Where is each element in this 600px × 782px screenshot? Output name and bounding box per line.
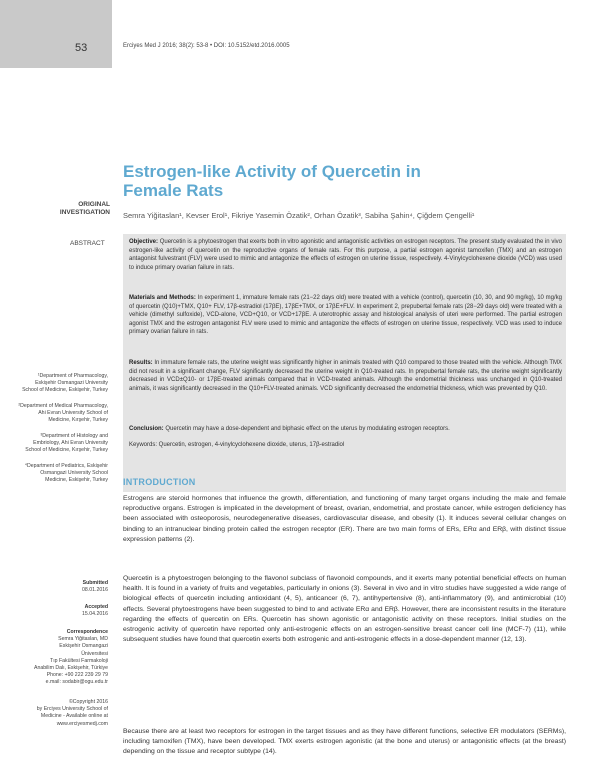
page-number: 53 [75, 42, 88, 54]
affiliation-1: ¹Department of Pharmacology, Eskişehir Osmangazi University School of Medicine, Eskişehir, Turkey [22, 373, 108, 394]
abstract-results [129, 359, 562, 393]
methods-text: In experiment 1, immature female rats (21−22 days old) were treated with a vehicle (control), quercetin (10, 30, and 90 mg/kg), 10 mg/kg of quercetin (Q10)+TMX, Q10+ FLV, 17β-estradiol (17βE), 17βE+TMX, or 17βE+FLV. In experiment 2, prepubertal female rats (28−29 days old) were treated with a vehicle (dimethyl sulfoxide), VCD-alone, VCD+Q10, or VCD+17βE. A uterotrophic assay and histological analysis of uteri were performed. The partial estrogen agonist TMX and the estrogen antagonist FLV were used to mimic and antagonize the effects of estrogen on uterine tissue, respectively. VCD was used to induce primary ovarian failure in rats. [129, 295, 562, 335]
abstract-methods [129, 294, 562, 337]
results-label: Results: [129, 360, 153, 366]
correspondence-line: Semra Yiğitaslan, MD [58, 636, 108, 643]
correspondence [18, 629, 108, 687]
introduction-heading: INTRODUCTION [123, 477, 196, 487]
keywords: Keywords: Quercetin, estrogen, 4-vinylcyclohexene dioxide, uterus, 17β-estradiol [129, 442, 345, 448]
intro-paragraph-2: Quercetin is a phytoestrogen belonging to the flavonol subclass of flavonoid compounds, and it exerts many potential beneficial effects on human health. It is found in a variety of fruits and vegetables, particularly in onions (3). Several in vivo and in vitro studies have suggested a wide range of biological effects of quercetin including antioxidant (4, 5), anticancer (6, 7), antihypertensive (8), anti-inflammatory (9), and antimicrobial (10) effects. Several phytoestrogens have been suggested to bind to and activate ERα and ERβ. However, there are inconsistent results in the literature regarding the effects of quercetin on ERs. Quercetin has shown agonistic or antagonistic activity on these receptors. Initial studies on the estrogenic activity of quercetin have reported only anti-estrogenic effects on an estrogen-sensitive breast cancer cell line (MCF-7) (11), while subsequent studies have found that quercetin exerts both estrogenic and anti-estrogenic effects in a dose-dependent manner (12, 13). [123, 575, 566, 644]
copyright-line: by Erciyes University School of [36, 706, 108, 713]
copyright-line: www.erciyesmedj.com [56, 720, 108, 727]
submitted [18, 580, 108, 594]
abstract-objective [129, 238, 562, 272]
abstract-label: ABSTRACT [70, 240, 105, 247]
authors: Semra Yiğitaslan¹, Kevser Erol¹, Fikriye Yasemin Özatik², Orhan Özatik³, Sabiha Şahin⁴, Çiğdem Çengelli¹ [123, 211, 475, 220]
objective-text: Quercetin is a phytoestrogen that exerts both in vitro agonistic and antagonistic activities on estrogen receptors. The present study evaluated the in vivo estrogen-like activity of quercetin on the reproductive organs of female rats. For this purpose, a partial estrogen agonist tamoxifen (TMX) and an estrogen antagonist fulvestrant (FLV) were used to mimic and antagonize the effects of estrogen on uterine tissue, respectively. 4-Vinylcyclohexene dioxide (VCD) was used to induce primary ovarian failure in rats. [129, 239, 562, 271]
article-type-line-1: ORIGINAL [78, 201, 110, 208]
journal-info: Erciyes Med J 2016; 38(2): 53-8 • DOI: 10.5152/etd.2016.0005 [123, 43, 290, 49]
affiliation-3: ³Department of Histology and Embriology, Ahi Evran University School of Medicine, Kırşehir, Turkey [25, 433, 108, 454]
affiliation-2: ²Department of Medical Pharmacology, Ahi Evran University School of Medicine, Kırşehir, Turkey [18, 403, 108, 424]
article-type [30, 201, 110, 217]
conclusion-text: Quercetin may have a dose-dependent and biphasic effect on the uterus by modulating estrogen receptors. [163, 426, 450, 432]
correspondence-line: Tıp Fakültesi Farmakoloji [50, 657, 108, 664]
accepted-label: Accepted [84, 604, 108, 610]
header-gray-bar [0, 0, 112, 68]
correspondence-email: e.mail: sodabir@ogu.edu.tr [45, 679, 108, 686]
intro-paragraph-3: Because there are at least two receptors for estrogen in the target tissues and as they have different functions, selective ER modulators (SERMs), including tamoxifen (TMX), have been developed. TMX exerts estrogen agonistic (at the bone and uterus) or antagonistic effects (at the breast) depending on the tissue and receptor subtype (14). [123, 728, 566, 756]
correspondence-line: Eskişehir Osmangazi [59, 643, 108, 650]
results-text: In immature female rats, the uterine weight was significantly higher in animals treated with Q10 compared to those treated with the vehicle. Although TMX did not result in a significant change, FLV significantly decreased the uterine weight in Q10-treated rats. In prepubertal female rats, the uterine weight significantly decreased in VCD±Q10- or 17βE-treated animals compared that in VCD-treated animals. Although the endometrial thickness was unchanged in Q10-treated animals, it was significantly decreased in the Q10+FLV-treated animals. VCD significantly decreased the endometrial thickness, which was prevented by Q10. [129, 360, 562, 392]
submitted-date: 08.01.2016 [82, 587, 108, 594]
submitted-label: Submitted [82, 580, 108, 586]
correspondence-line: Phone: +90 222 239 29 79 [46, 672, 108, 679]
abstract-conclusion [129, 425, 562, 434]
correspondence-line: Anabilim Dalı, Eskişehir, Türkiye [34, 665, 108, 672]
article-title: Estrogen-like Activity of Quercetin in Female Rats [123, 162, 421, 200]
conclusion-label: Conclusion: [129, 426, 164, 432]
accepted-date: 15.04.2016 [82, 611, 108, 618]
intro-paragraph-1: Estrogens are steroid hormones that influence the growth, differentiation, and functioning of many target organs including the male and female reproductive organs. Estrogen is implicated in the development of breast, ovarian, endometrial, and prostate cancer, while estrogen deficiency has been associated with osteoporosis, neurodegenerative diseases, cardiovascular disease, and obesity (1). It induces several cellular changes on binding to an intranuclear binding protein called the estrogen receptor (ER). There are two main forms of ERs, ERα and ERβ, with distinct tissue expression patterns (2). [123, 495, 566, 543]
methods-label: Materials and Methods: [129, 295, 196, 301]
affiliation-4: ⁴Department of Pediatrics, Eskişehir Osmangazi University School Medicine, Eskişehir, Turkey [24, 463, 108, 484]
correspondence-line: Üniversitesi [81, 650, 108, 657]
article-type-line-2: INVESTIGATION [59, 209, 110, 216]
copyright-line: ©Copyright 2016 [68, 699, 108, 705]
objective-label: Objective: [129, 239, 159, 245]
copyright [18, 699, 108, 728]
accepted [18, 604, 108, 618]
copyright-line: Medicine - Available online at [40, 713, 108, 720]
correspondence-label: Correspondence [66, 629, 108, 635]
